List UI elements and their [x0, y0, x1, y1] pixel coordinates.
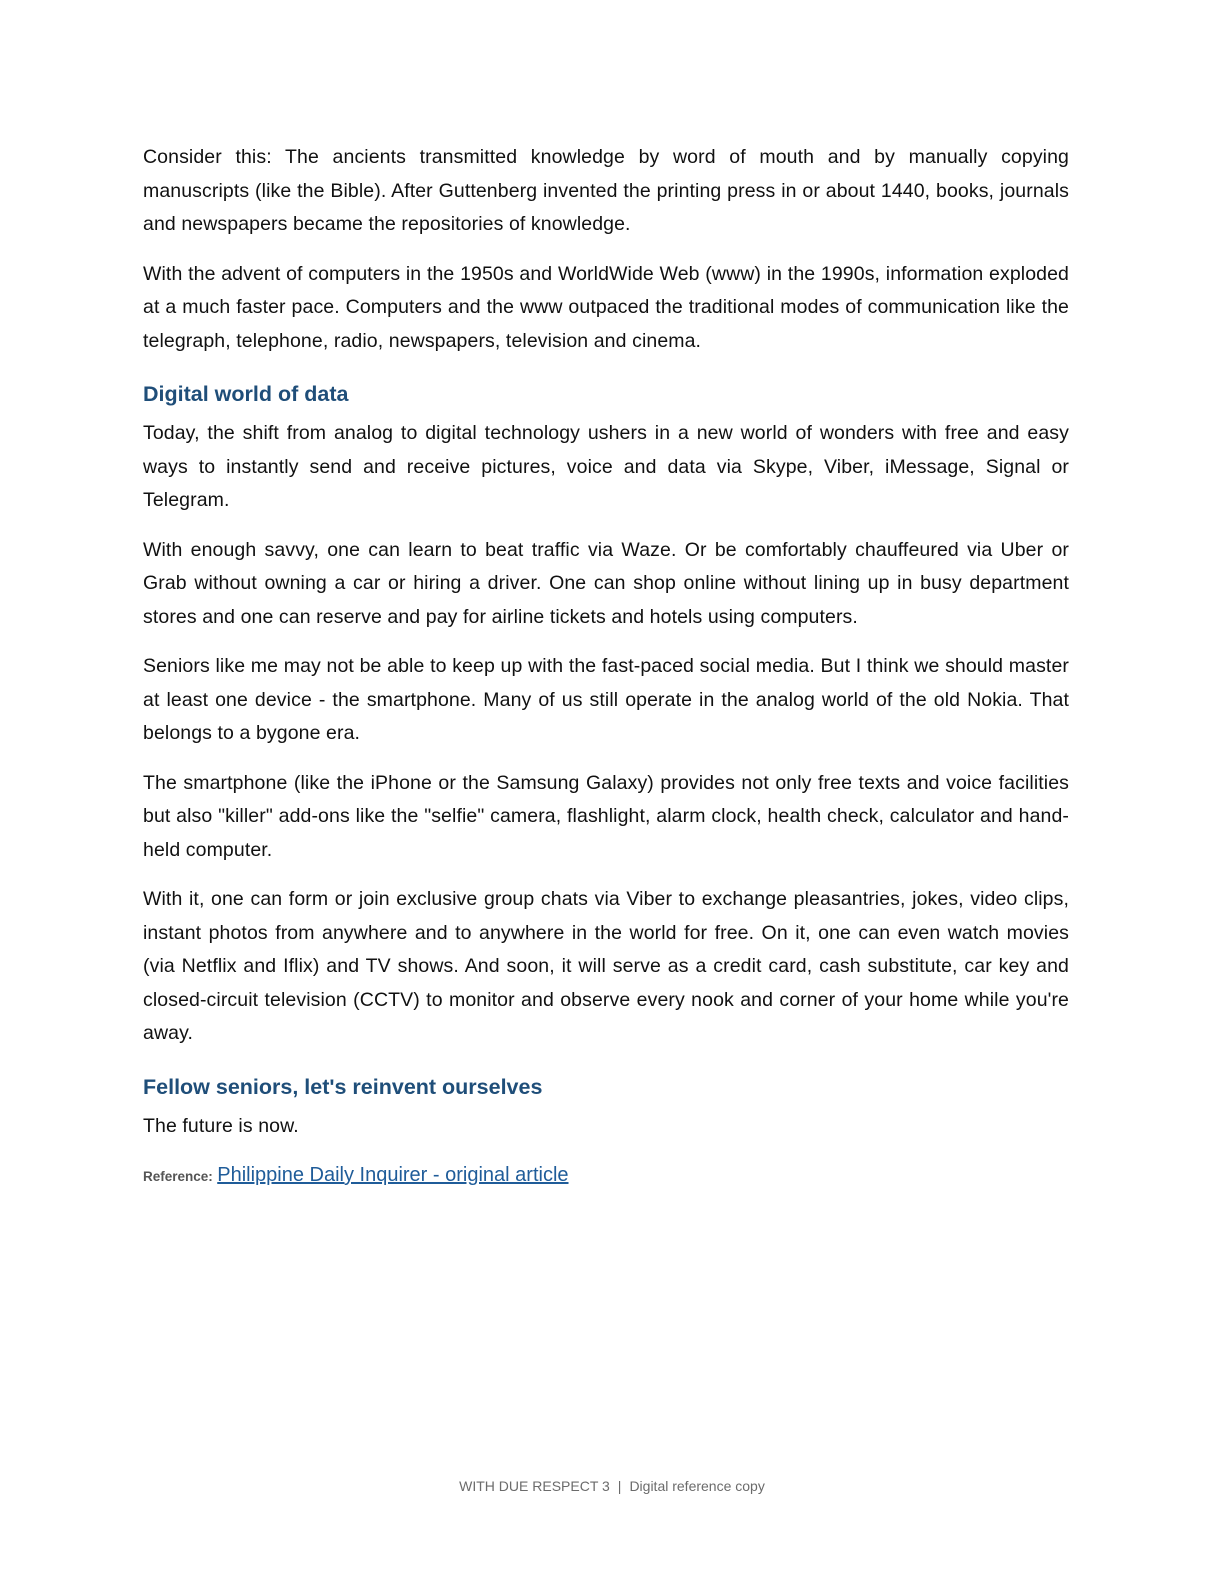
footer-separator: |: [617, 1478, 622, 1494]
paragraph-digital-3: Seniors like me may not be able to keep up with the fast-paced social media. But I think we should master at least one device - the smartphone. Many of us still operate in the analog world of the old Nokia. That belongs to a bygone era.: [143, 655, 1069, 744]
section-heading-digital-world: Digital world of data: [143, 382, 349, 406]
paragraph-digital-5: With it, one can form or join exclusive group chats via Viber to exchange pleasantries, jokes, video clips, instant photos from anywhere and to anywhere in the world for free. On it, one can even watch movies (via Netflix and Iflix) and TV shows. And soon, it will serve as a credit card, cash substitute, car key and closed-circuit television (CCTV) to monitor and observe every nook and corner of your home while you're away.: [143, 888, 1069, 1044]
reference-line: [143, 1160, 1069, 1192]
footer-publication: WITH DUE RESPECT 3: [459, 1478, 610, 1494]
footer-copy-note: Digital reference copy: [629, 1478, 765, 1494]
reference-label: Reference:: [143, 1169, 213, 1184]
section-heading-reinvent: Fellow seniors, let's reinvent ourselves: [143, 1074, 543, 1099]
paragraph-intro-1: Consider this: The ancients transmitted knowledge by word of mouth and by manually copying manuscripts (like the Bible). After Guttenberg invented the printing press in or about 1440, books, journals and newspapers became the repositories of knowledge.: [143, 146, 1069, 235]
document-body: [143, 141, 1069, 1192]
paragraph-intro-2: With the advent of computers in the 1950s and WorldWide Web (www) in the 1990s, information exploded at a much faster pace. Computers and the www outpaced the traditional modes of communication like the telegraph, telephone, radio, newspapers, television and cinema.: [143, 262, 1069, 352]
page-footer: [0, 1478, 1224, 1494]
paragraph-digital-4: The smartphone (like the iPhone or the Samsung Galaxy) provides not only free texts and voice facilities but also "killer" add-ons like the "selfie" camera, flashlight, alarm clock, health check, calculator and hand-held computer.: [143, 771, 1069, 861]
reference-link[interactable]: Philippine Daily Inquirer - original article: [217, 1164, 569, 1186]
paragraph-reinvent-1: The future is now.: [143, 1114, 299, 1137]
paragraph-digital-1: Today, the shift from analog to digital technology ushers in a new world of wonders with free and easy ways to instantly send and receive pictures, voice and data via Skype, Viber, iMessage, Signal or Telegram.: [143, 422, 1069, 511]
paragraph-digital-2: With enough savvy, one can learn to beat traffic via Waze. Or be comfortably chauffeured via Uber or Grab without owning a car or hiring a driver. One can shop online without lining up in busy department stores and one can reserve and pay for airline tickets and hotels using computers.: [143, 538, 1069, 628]
